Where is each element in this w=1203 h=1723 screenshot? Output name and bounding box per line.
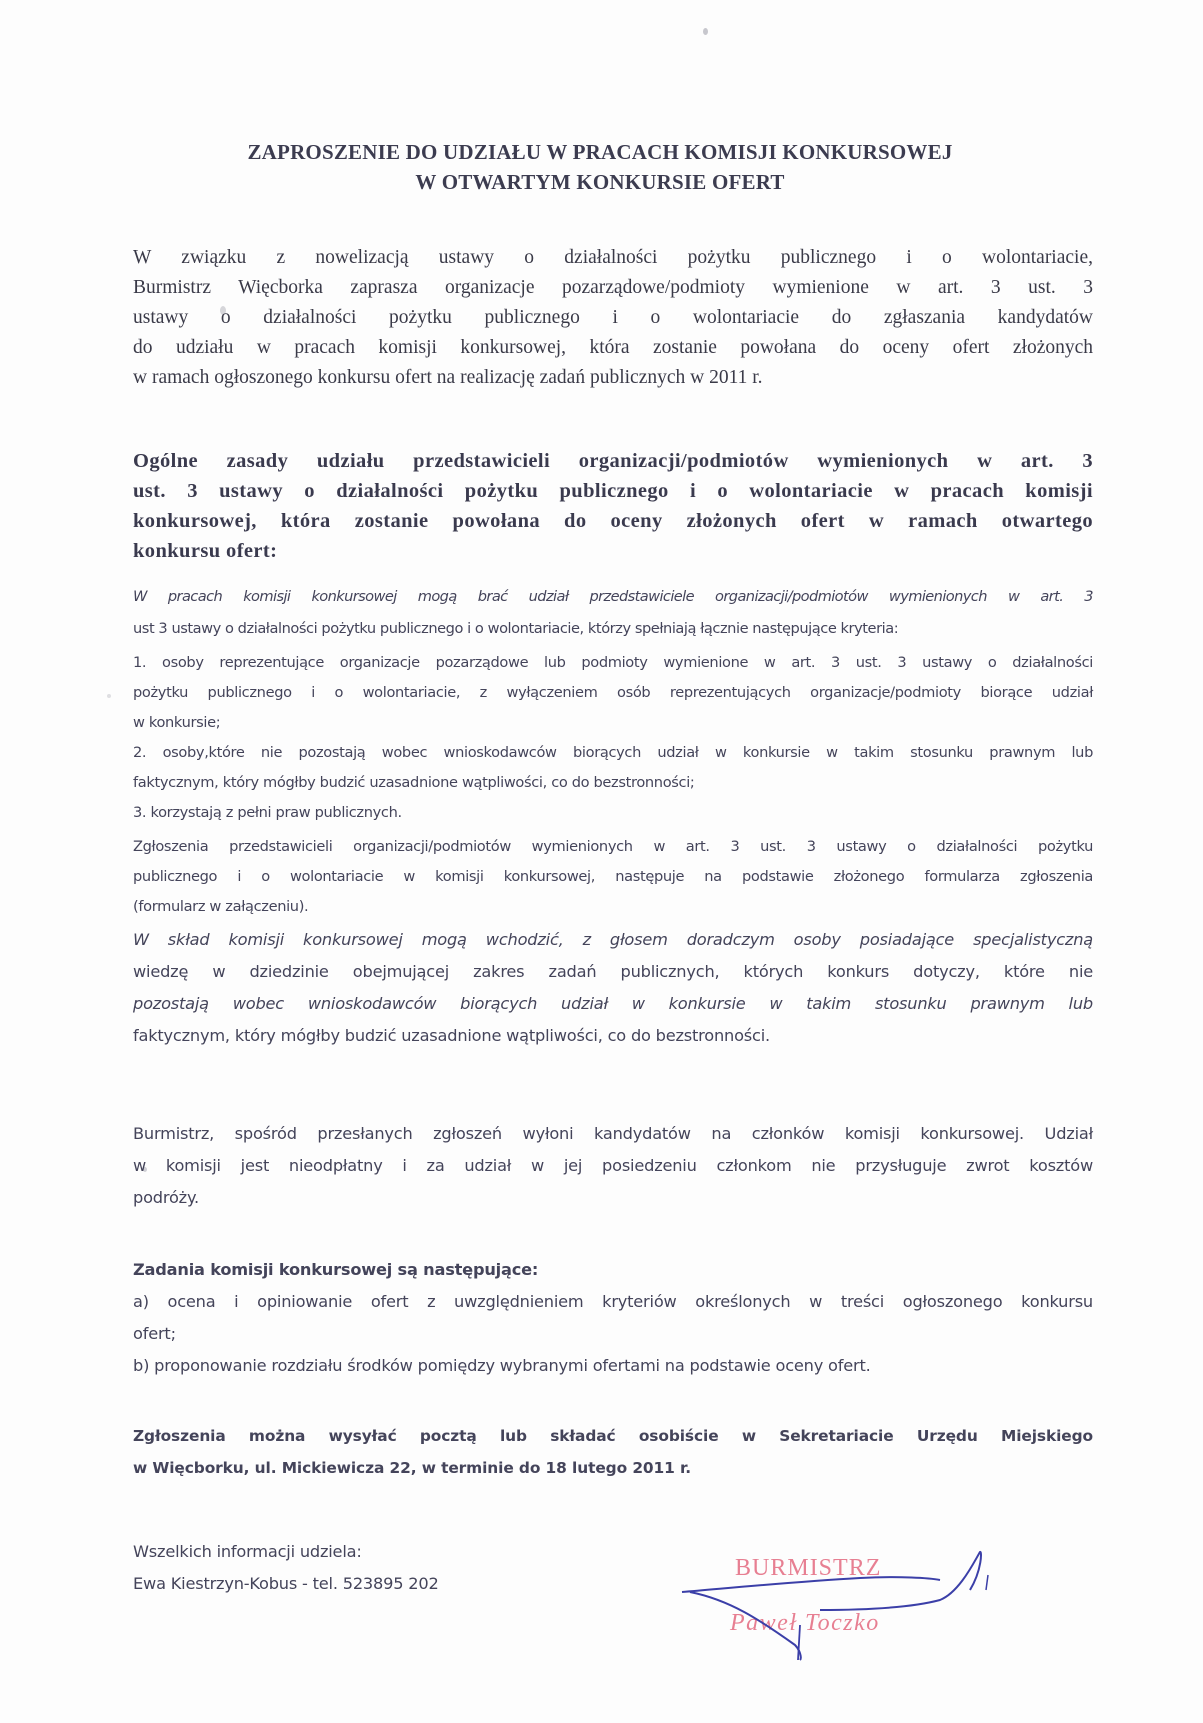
advisory-paragraph-cont [133,956,1093,988]
title-line-2: W OTWARTYM KONKURSIE OFERT [415,170,785,194]
advisory-paragraph [133,924,1093,956]
rules-intro-line: ust 3 ustawy o działalności pożytku publicznego i o wolontariacie, którzy spełniają łącznie następujące kryteria: [133,620,899,637]
contact-person: Ewa Kiestrzyn-Kobus - tel. 523895 202 [133,1574,439,1593]
scan-speck [703,28,708,35]
rules-intro-cont [133,614,1093,644]
rules-heading-line: Ogólne zasady udziału przedstawicieli organizacji/podmiotów wymienionych w art. 3 [133,450,1093,472]
signature-stroke [690,1592,801,1660]
submissions-line: (formularz w załączeniu). [133,898,309,915]
contact-label: Wszelkich informacji udziela: [133,1542,362,1561]
selection-paragraph [133,1118,1093,1214]
document-title [120,137,1080,197]
contact-block [133,1536,633,1600]
advisory-paragraph-cont [133,988,1093,1020]
selection-line: w komisji jest nieodpłatny i za udział w jej posiedzeniu członkom nie przysługuje zwrot kosztów [133,1156,1093,1175]
advisory-line: pozostają wobec wnioskodawców biorących udział w konkursie w takim stosunku prawnym lub [133,994,1093,1013]
intro-paragraph [133,243,1093,393]
rules-heading-line: konkursowej, która zostanie powołana do oceny złożonych ofert w ramach otwartego [133,510,1093,532]
task-b-line: b) proponowanie rozdziału środków pomiędzy wybranymi ofertami na podstawie oceny ofert. [133,1356,871,1375]
rules-heading-line: konkursu ofert: [133,540,278,562]
submissions-line: Zgłoszenia przedstawicieli organizacji/podmiotów wymienionych w art. 3 ust. 3 ustawy o działalności pożytku [133,838,1093,855]
criterion-2-line: faktycznym, który mógłby budzić uzasadnione wątpliwości, co do bezstronności; [133,774,695,791]
advisory-paragraph-cont [133,1020,1093,1052]
intro-line: do udziału w pracach komisji konkursowej, która zostanie powołana do oceny ofert złożonych [133,337,1093,358]
rules-intro [133,582,1093,612]
handwritten-signature [670,1530,1000,1670]
tasks-list [133,1286,1093,1382]
signature-stroke [820,1552,981,1610]
selection-line: Burmistrz, spośród przesłanych zgłoszeń wyłoni kandydatów na członków komisji konkursowej. Udział [133,1124,1093,1143]
submissions-paragraph [133,832,1093,922]
criterion-1-line: pożytku publicznego i o wolontariacie, z wyłączeniem osób reprezentujących organizacje/podmioty biorące udział [133,684,1093,701]
scan-speck [107,694,111,698]
criterion-1-line: 1. osoby reprezentujące organizacje pozarządowe lub podmioty wymienione w art. 3 ust. 3 ustawy o działalności [133,654,1093,671]
deadline-line: Zgłoszenia można wysyłać pocztą lub składać osobiście w Sekretariacie Urzędu Miejskiego [133,1427,1093,1445]
intro-line: Burmistrz Więcborka zaprasza organizacje pozarządowe/podmioty wymienione w art. 3 ust. 3 [133,277,1093,298]
intro-line: W związku z nowelizacją ustawy o działalności pożytku publicznego i o wolontariacie, [133,247,1093,268]
tasks-heading [133,1254,1093,1286]
advisory-line: wiedzę w dziedzinie obejmującej zakres zadań publicznych, których konkurs dotyczy, które nie [133,962,1093,981]
rules-intro-line: W pracach komisji konkursowej mogą brać udział przedstawiciele organizacji/podmiotów wymienionych w art. 3 [133,588,1093,605]
criterion-3-line: 3. korzystają z pełni praw publicznych. [133,804,402,821]
tasks-heading-text: Zadania komisji konkursowej są następujące: [133,1260,539,1279]
rules-heading [133,446,1093,566]
stamp-name: Paweł Toczko [730,1610,880,1636]
selection-line: podróży. [133,1188,199,1207]
rules-heading-line: ust. 3 ustawy o działalności pożytku publicznego i o wolontariacie w pracach komisji [133,480,1093,502]
signature-stroke [986,1575,988,1590]
criterion-1-line: w konkursie; [133,714,221,731]
deadline-paragraph [133,1420,1093,1484]
signature-stroke [682,1577,940,1592]
title-line-1: ZAPROSZENIE DO UDZIAŁU W PRACACH KOMISJI KONKURSOWEJ [247,140,953,164]
stamp-office: BURMISTRZ [735,1555,882,1581]
submissions-line: publicznego i o wolontariacie w komisji konkursowej, następuje na podstawie złożonego formularza zgłoszenia [133,868,1093,885]
criterion-2-line: 2. osoby,które nie pozostają wobec wnioskodawców biorących udział w konkursie w takim stosunku prawnym lub [133,744,1093,761]
intro-line: w ramach ogłoszonego konkursu ofert na realizację zadań publicznych w 2011 r. [133,367,763,388]
criteria-list [133,648,1093,828]
advisory-line: W skład komisji konkursowej mogą wchodzić, z głosem doradczym osoby posiadające specjalistyczną [133,930,1093,949]
intro-line: ustawy o działalności pożytku publicznego i o wolontariacie do zgłaszania kandydatów [133,307,1093,328]
task-a-line: ofert; [133,1324,176,1343]
task-a-line: a) ocena i opiniowanie ofert z uwzględnieniem kryteriów określonych w treści ogłoszonego konkursu [133,1292,1093,1311]
deadline-line: w Więcborku, ul. Mickiewicza 22, w terminie do 18 lutego 2011 r. [133,1459,692,1477]
advisory-line: faktycznym, który mógłby budzić uzasadnione wątpliwości, co do bezstronności. [133,1026,770,1045]
